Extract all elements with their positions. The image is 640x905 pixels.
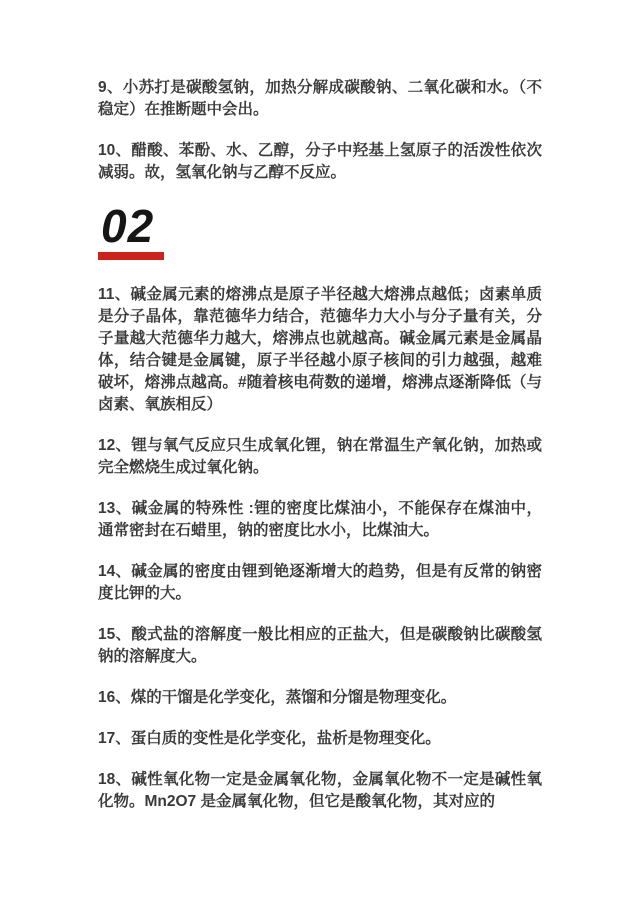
section-underline-bar xyxy=(98,252,164,260)
note-item-9: 9、小苏打是碳酸氢钠，加热分解成碳酸钠、二氧化碳和水。（不稳定）在推断题中会出。 xyxy=(98,79,542,118)
note-item-12: 12、锂与氧气反应只生成氧化锂，钠在常温生产氧化钠，加热或完全燃烧生成过氧化钠。 xyxy=(98,437,542,476)
note-item-13: 13、碱金属的特殊性 :锂的密度比煤油小，不能保存在煤油中，通常密封在石蜡里，钠的密度比水小，比煤油大。 xyxy=(98,500,542,539)
note-item-14: 14、碱金属的密度由锂到铯逐渐增大的趋势，但是有反常的钠密度比钾的大。 xyxy=(98,563,542,602)
note-item-16: 16、煤的干馏是化学变化，蒸馏和分馏是物理变化。 xyxy=(98,689,457,706)
note-item-15: 15、酸式盐的溶解度一般比相应的正盐大，但是碳酸钠比碳酸氢钠的溶解度大。 xyxy=(98,626,542,665)
note-item-10: 10、醋酸、苯酚、水、乙醇，分子中羟基上氢原子的活泼性依次减弱。故，氢氧化钠与乙醇不反应。 xyxy=(98,142,542,181)
section-header xyxy=(98,200,542,260)
note-item-11: 11、碱金属元素的熔沸点是原子半径越大熔沸点越低；卤素单质是分子晶体，靠范德华力结合，范德华力大小与分子量有关，分子量越大范德华力越大，熔沸点也就越高。碱金属元素是金属晶体，结合键是金属键，原子半径越小原子核间的引力越强，越难破坏，熔沸点越高。#随着核电荷数的递增，熔沸点逐渐降低（与卤素、氧族相反） xyxy=(98,286,542,413)
note-item-18: 18、碱性氧化物一定是金属氧化物，金属氧化物不一定是碱性氧化物。Mn2O7 是金属氧化物，但它是酸氧化物，其对应的 xyxy=(98,771,542,810)
note-item-17: 17、蛋白质的变性是化学变化，盐析是物理变化。 xyxy=(98,730,441,747)
section-number: 02 xyxy=(101,200,155,252)
